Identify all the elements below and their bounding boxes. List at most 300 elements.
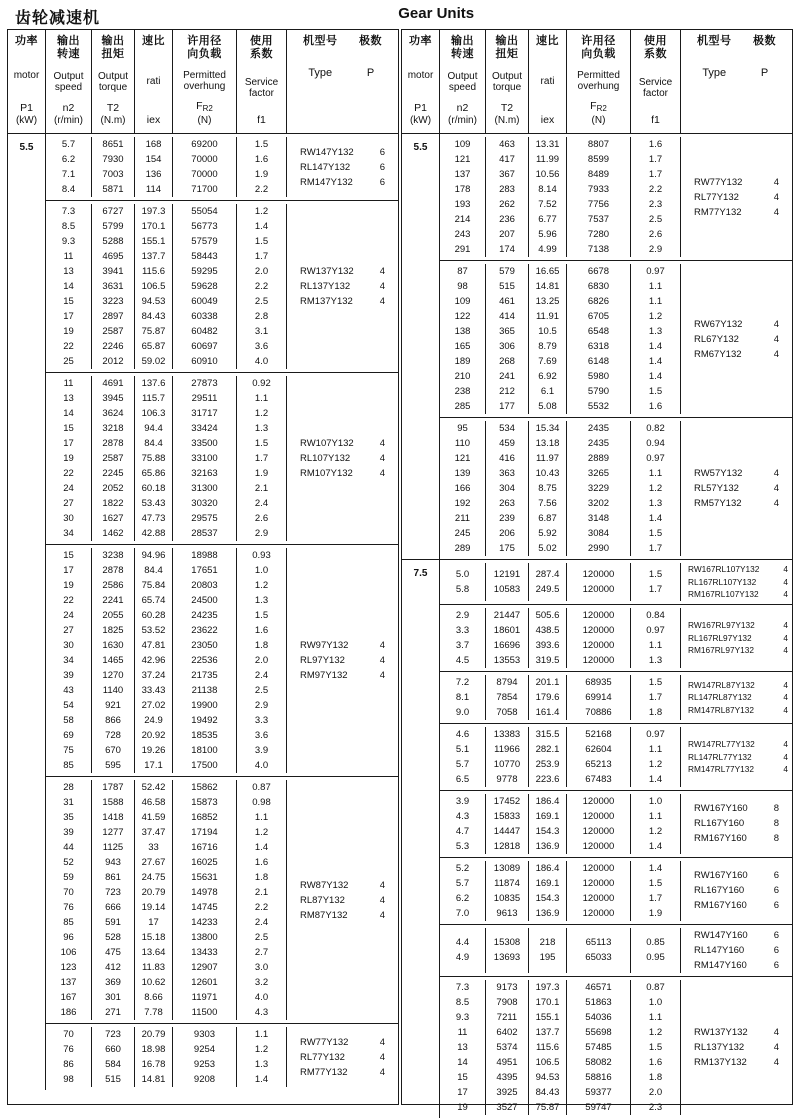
col-header-torque: [486, 30, 529, 133]
cell-t2: 1825: [102, 625, 124, 636]
cell-iex: 33.43: [141, 685, 166, 696]
cell-iex: 11.97: [535, 453, 560, 464]
cell-f1: 3.1: [254, 326, 269, 337]
cell-n2: 137: [454, 169, 471, 180]
type-column: [681, 608, 792, 668]
cell-iex: 42.96: [141, 655, 166, 666]
cell-f1: 1.4: [648, 513, 663, 524]
type-label: RL67Y132: [694, 333, 739, 345]
cell-fr2: 11971: [191, 992, 218, 1003]
poles-value: 6: [773, 870, 779, 881]
cell-n2: 186: [60, 1007, 77, 1018]
col-fr2: [567, 137, 631, 257]
col-iex: [529, 264, 567, 414]
cell-t2: 4691: [102, 378, 124, 389]
cell-f1: 0.92: [252, 378, 271, 389]
cell-fr2: 9254: [193, 1044, 216, 1055]
cell-iex: 10.62: [141, 977, 166, 988]
cell-t2: 241: [499, 371, 515, 382]
poles-value: 8: [773, 833, 779, 844]
cell-n2: 75: [63, 745, 74, 756]
col-header-ratio: [135, 30, 173, 133]
ratio-header-sym: [147, 114, 160, 127]
cell-n2: 22: [63, 468, 74, 479]
col-header-torque: [92, 30, 135, 133]
cell-t2: 13383: [493, 728, 521, 740]
cell-t2: 416: [499, 453, 515, 464]
col-f1: [237, 137, 287, 197]
page-title-en: Gear Units: [398, 5, 475, 22]
cell-n2: 15: [63, 550, 74, 561]
cell-iex: 218: [539, 937, 556, 948]
col-f1: [237, 204, 287, 369]
cell-fr2: 120000: [582, 639, 615, 651]
cell-t2: 1270: [102, 670, 124, 681]
cell-fr2: 27873: [191, 378, 218, 389]
power-header-en: motor: [13, 69, 40, 81]
cell-n2: 30: [63, 513, 74, 524]
cell-t2: 3238: [102, 550, 124, 561]
poles-value: 6: [773, 929, 779, 941]
col-iex: [135, 204, 173, 369]
type-row: [688, 576, 788, 589]
cell-f1: 1.4: [648, 356, 663, 367]
col-t2: [486, 980, 529, 1115]
cell-iex: 37.47: [141, 827, 166, 838]
power-header-sym: [16, 102, 37, 127]
cell-n2: 15: [457, 1071, 468, 1083]
cell-f1: 1.4: [254, 221, 269, 232]
type-label: RM147Y160: [694, 959, 747, 971]
cell-t2: 534: [499, 423, 515, 434]
type-label: RW87Y132: [300, 879, 349, 891]
cell-t2: 1787: [102, 782, 124, 793]
cell-n2: 137: [60, 977, 77, 988]
torque-symbol: T2: [106, 102, 120, 114]
poles-value: 4: [379, 879, 385, 891]
cell-f1: 1.1: [254, 393, 269, 404]
cell-t2: 943: [105, 857, 121, 868]
overhung-unit: (N): [197, 115, 212, 126]
cell-fr2: 19900: [191, 700, 218, 711]
type-label: RL167Y160: [694, 818, 745, 829]
type-label: RM167Y160: [694, 900, 747, 911]
cell-n2: 14: [63, 408, 74, 419]
type-header-cn: 机型号: [697, 35, 732, 47]
cell-n2: 34: [63, 528, 74, 539]
poles-value: 6: [773, 944, 779, 956]
cell-n2: 238: [454, 386, 471, 397]
cell-iex: 11.83: [141, 962, 166, 973]
ratio-symbol: iex: [146, 114, 161, 126]
cell-t2: 3624: [102, 408, 124, 419]
poles-value: 4: [783, 576, 788, 587]
power-value: 5.5: [402, 134, 440, 559]
cell-fr2: 2435: [587, 423, 610, 434]
cell-f1: 1.0: [648, 795, 663, 807]
cell-n2: 6.5: [455, 773, 470, 785]
speed-header-sym: [54, 102, 83, 127]
type-label: RM77Y132: [694, 206, 742, 218]
cell-n2: 86: [63, 1059, 74, 1070]
cell-n2: 110: [454, 438, 471, 449]
cell-fr2: 120000: [582, 654, 615, 666]
col-n2: [440, 861, 486, 921]
cell-t2: 2012: [102, 356, 124, 367]
speed-header-cn: 输出转速: [57, 35, 80, 60]
col-header-ratio: [529, 30, 567, 133]
col-header-type: [681, 30, 792, 133]
col-t2: [486, 563, 529, 601]
cell-t2: 579: [499, 266, 515, 277]
ratio-header-en: rati: [146, 75, 161, 87]
poles-value: 4: [783, 620, 788, 630]
cell-t2: 3945: [102, 393, 124, 404]
col-n2: [440, 264, 486, 414]
cell-fr2: 59747: [585, 1101, 612, 1113]
col-t2: [486, 794, 529, 854]
cell-f1: 1.3: [254, 1059, 269, 1070]
col-iex: [529, 928, 567, 973]
col-iex: [135, 548, 173, 773]
cell-fr2: 21735: [191, 670, 218, 681]
cell-n2: 76: [63, 1044, 74, 1055]
torque-header-cn: 输出扭矩: [495, 35, 519, 60]
power-unit: (kW): [15, 115, 38, 126]
cell-fr2: 3229: [587, 483, 610, 494]
cell-t2: 5799: [102, 221, 124, 232]
poles-value: 4: [379, 453, 385, 464]
cell-fr2: 60697: [191, 341, 218, 352]
cell-iex: 197.3: [535, 981, 560, 993]
cell-f1: 2.2: [254, 902, 269, 913]
gear-group: [46, 544, 398, 776]
type-column: [681, 980, 792, 1115]
cell-f1: 1.4: [254, 842, 269, 853]
cell-iex: 46.58: [141, 797, 166, 808]
poles-header-en: P: [366, 67, 375, 79]
cell-f1: 1.4: [648, 371, 663, 382]
cell-n2: 123: [60, 962, 77, 973]
type-label: RL97Y132: [300, 655, 345, 666]
type-label: RM77Y132: [300, 1066, 348, 1078]
cell-iex: 75.87: [141, 326, 166, 337]
cell-iex: 136.9: [535, 907, 560, 919]
cell-iex: 60.18: [141, 483, 166, 494]
col-t2: [92, 376, 135, 541]
cell-t2: 4395: [496, 1071, 518, 1083]
cell-fr2: 18535: [191, 730, 218, 741]
type-column: [287, 1027, 398, 1087]
cell-iex: 60.28: [141, 610, 166, 621]
cell-n2: 31: [63, 797, 74, 808]
cell-fr2: 55698: [585, 1026, 612, 1038]
cell-t2: 1588: [102, 797, 124, 808]
type-label: RL77Y132: [300, 1051, 345, 1063]
cell-fr2: 69200: [191, 139, 218, 150]
cell-n2: 95: [457, 423, 468, 434]
type-label: RL107Y132: [300, 453, 351, 464]
cell-n2: 139: [454, 468, 471, 479]
title-bar: [7, 3, 793, 29]
speed-unit: (r/min): [448, 115, 477, 126]
cell-n2: 5.1: [455, 743, 470, 755]
cell-f1: 1.5: [254, 236, 269, 247]
cell-n2: 4.9: [455, 952, 470, 963]
gear-group: [440, 723, 792, 790]
torque-header-sym: [101, 102, 126, 127]
cell-t2: 414: [499, 311, 515, 322]
cell-f1: 1.2: [254, 408, 269, 419]
service-header-cn: 使用系数: [644, 35, 667, 60]
cell-iex: 75.87: [535, 1101, 560, 1113]
type-row: [694, 868, 779, 883]
poles-value: 4: [783, 692, 788, 702]
col-iex: [135, 1027, 173, 1087]
cell-fr2: 31717: [191, 408, 218, 419]
cell-f1: 1.5: [648, 568, 663, 580]
col-iex: [135, 780, 173, 1020]
cell-n2: 7.3: [455, 981, 470, 993]
cell-f1: 0.82: [646, 423, 665, 434]
col-iex: [529, 794, 567, 854]
cell-f1: 2.6: [254, 513, 269, 524]
type-row: [300, 893, 385, 908]
type-row: [300, 294, 385, 309]
cell-n2: 17: [63, 565, 74, 576]
type-header-en: Type: [702, 67, 727, 79]
type-row: [300, 1035, 385, 1050]
power-value: 7.5: [402, 560, 440, 1118]
cell-iex: 19.26: [141, 745, 166, 756]
speed-header-sym: [448, 102, 477, 127]
gear-group: [440, 134, 792, 260]
cell-f1: 2.9: [254, 700, 269, 711]
poles-value: 4: [783, 564, 788, 575]
cell-iex: 170.1: [535, 996, 560, 1008]
cell-f1: 2.0: [254, 655, 269, 666]
cell-fr2: 15862: [191, 782, 218, 793]
torque-header-cn: 输出扭矩: [101, 35, 125, 60]
service-header-sym: [651, 114, 660, 127]
cell-n2: 3.7: [455, 639, 470, 651]
cell-n2: 44: [63, 842, 74, 853]
cell-fr2: 2435: [587, 438, 610, 449]
cell-fr2: 18988: [191, 550, 218, 561]
poles-value: 4: [379, 296, 385, 307]
type-row: [688, 703, 788, 716]
col-iex: [135, 137, 173, 197]
col-f1: [631, 264, 681, 414]
ratio-groups: [440, 134, 792, 559]
cell-fr2: 33424: [191, 423, 218, 434]
cell-n2: 121: [454, 453, 471, 464]
cell-iex: 6.87: [538, 513, 557, 524]
type-row: [694, 883, 779, 898]
cell-n2: 289: [454, 543, 471, 554]
cell-iex: 197.3: [141, 206, 166, 217]
col-f1: [237, 780, 287, 1020]
type-label: RW147Y132: [300, 146, 354, 158]
col-n2: [440, 563, 486, 601]
cell-iex: 84.43: [535, 1086, 560, 1098]
cell-fr2: 120000: [582, 583, 615, 595]
cell-n2: 9.0: [455, 706, 470, 718]
tables-container: [7, 29, 793, 1113]
col-n2: [440, 608, 486, 668]
col-header-type: [287, 30, 398, 133]
table-body-left: [8, 134, 398, 1104]
col-f1: [631, 421, 681, 556]
cell-n2: 98: [457, 281, 468, 292]
gear-group: [46, 1023, 398, 1090]
type-column: [681, 928, 792, 973]
cell-iex: 27.67: [141, 857, 166, 868]
cell-iex: 8.75: [538, 483, 557, 494]
poles-value: 6: [379, 161, 385, 173]
cell-f1: 1.6: [648, 1056, 663, 1068]
col-t2: [92, 137, 135, 197]
cell-n2: 6.2: [61, 154, 76, 165]
cell-fr2: 21138: [191, 685, 218, 696]
type-label: RM137Y132: [694, 1056, 747, 1068]
cell-fr2: 22536: [191, 655, 218, 666]
type-label: RL167Y160: [694, 885, 745, 896]
cell-f1: 3.0: [254, 962, 269, 973]
type-label: RL77Y132: [694, 191, 739, 203]
cell-t2: 528: [105, 932, 121, 943]
cell-iex: 52.42: [141, 782, 166, 793]
col-n2: [440, 421, 486, 556]
cell-f1: 2.0: [648, 1086, 663, 1098]
cell-t2: 2878: [102, 565, 124, 576]
cell-f1: 1.6: [254, 625, 269, 636]
torque-unit: (N.m): [494, 115, 520, 126]
cell-f1: 0.87: [646, 981, 665, 993]
power-symbol: P1: [414, 102, 427, 114]
cell-t2: 174: [499, 244, 515, 255]
cell-iex: 169.1: [535, 877, 560, 889]
gear-group: [440, 671, 792, 723]
ratio-header-cn: 速比: [536, 35, 559, 47]
col-n2: [46, 1027, 92, 1087]
poles-value: 6: [379, 146, 385, 158]
cell-iex: 319.5: [535, 654, 560, 666]
cell-f1: 1.5: [254, 610, 269, 621]
cell-fr2: 59377: [585, 1086, 612, 1098]
type-row: [300, 878, 385, 893]
poles-value: 4: [379, 640, 385, 651]
cell-iex: 84.4: [144, 438, 163, 449]
type-row: [694, 466, 779, 481]
col-f1: [631, 563, 681, 601]
cell-f1: 1.2: [648, 1026, 663, 1038]
cell-f1: 1.0: [648, 996, 663, 1008]
cell-t2: 584: [105, 1059, 121, 1070]
poles-value: 6: [773, 885, 779, 896]
cell-f1: 1.4: [648, 773, 663, 785]
col-f1: [631, 794, 681, 854]
cell-fr2: 55054: [191, 206, 218, 217]
col-iex: [529, 421, 567, 556]
cell-t2: 15308: [493, 937, 521, 948]
table-header-left: [8, 30, 398, 134]
cell-iex: 115.6: [535, 1041, 560, 1053]
cell-n2: 25: [63, 356, 74, 367]
cell-fr2: 62604: [585, 743, 612, 755]
type-column: [681, 563, 792, 601]
cell-f1: 1.1: [648, 281, 663, 292]
cell-n2: 11: [457, 1026, 468, 1038]
cell-t2: 723: [105, 887, 121, 898]
poles-value: 4: [773, 498, 779, 509]
power-section: [402, 134, 792, 559]
ratio-header-en: rati: [540, 75, 555, 87]
cell-f1: 0.97: [646, 624, 665, 636]
cell-iex: 136.9: [535, 840, 560, 852]
overhung-header-cn: 许用径向负载: [581, 35, 616, 60]
col-t2: [92, 204, 135, 369]
poles-value: 4: [773, 1041, 779, 1053]
cell-iex: 8.66: [144, 992, 163, 1003]
cell-iex: 20.79: [141, 887, 166, 898]
poles-value: 4: [379, 266, 385, 277]
col-f1: [631, 861, 681, 921]
gear-table-left: [7, 29, 399, 1105]
cell-n2: 30: [63, 640, 74, 651]
cell-t2: 16696: [493, 639, 521, 651]
cell-t2: 463: [499, 139, 515, 150]
cell-iex: 75.88: [141, 453, 166, 464]
type-label: RW147RL77Y132: [688, 739, 755, 749]
type-label: RM107Y132: [300, 468, 353, 479]
poles-value: 8: [773, 818, 779, 829]
poles-value: 4: [783, 589, 788, 600]
cell-iex: 14.81: [141, 1074, 166, 1085]
cell-t2: 239: [499, 513, 515, 524]
cell-f1: 4.0: [254, 992, 269, 1003]
cell-fr2: 120000: [582, 609, 615, 621]
cell-f1: 1.7: [648, 892, 663, 904]
cell-n2: 9.3: [455, 1011, 470, 1023]
cell-fr2: 120000: [582, 877, 615, 889]
cell-f1: 1.3: [648, 326, 663, 337]
cell-t2: 175: [499, 543, 515, 554]
service-header-en: Service factor: [244, 76, 279, 99]
cell-fr2: 120000: [582, 840, 615, 852]
cell-fr2: 7756: [587, 199, 610, 210]
type-label: RW107Y132: [300, 438, 354, 449]
type-row: [300, 1065, 385, 1080]
cell-f1: 1.6: [648, 401, 663, 412]
cell-fr2: 17194: [191, 827, 218, 838]
cell-t2: 18601: [493, 624, 521, 636]
cell-t2: 10583: [493, 583, 521, 595]
gear-group: [440, 260, 792, 417]
cell-t2: 2052: [102, 483, 124, 494]
cell-fr2: 23622: [191, 625, 218, 636]
service-header-cn: 使用系数: [250, 35, 273, 60]
cell-iex: 7.69: [538, 356, 557, 367]
type-label: RL87Y132: [300, 894, 345, 906]
power-header-cn: 功率: [409, 35, 432, 47]
poles-value: 4: [783, 739, 788, 749]
type-row: [688, 763, 788, 776]
cell-iex: 186.4: [535, 795, 560, 807]
cell-n2: 87: [457, 266, 468, 277]
type-label: RL137Y132: [694, 1041, 745, 1053]
cell-fr2: 5790: [587, 386, 610, 397]
